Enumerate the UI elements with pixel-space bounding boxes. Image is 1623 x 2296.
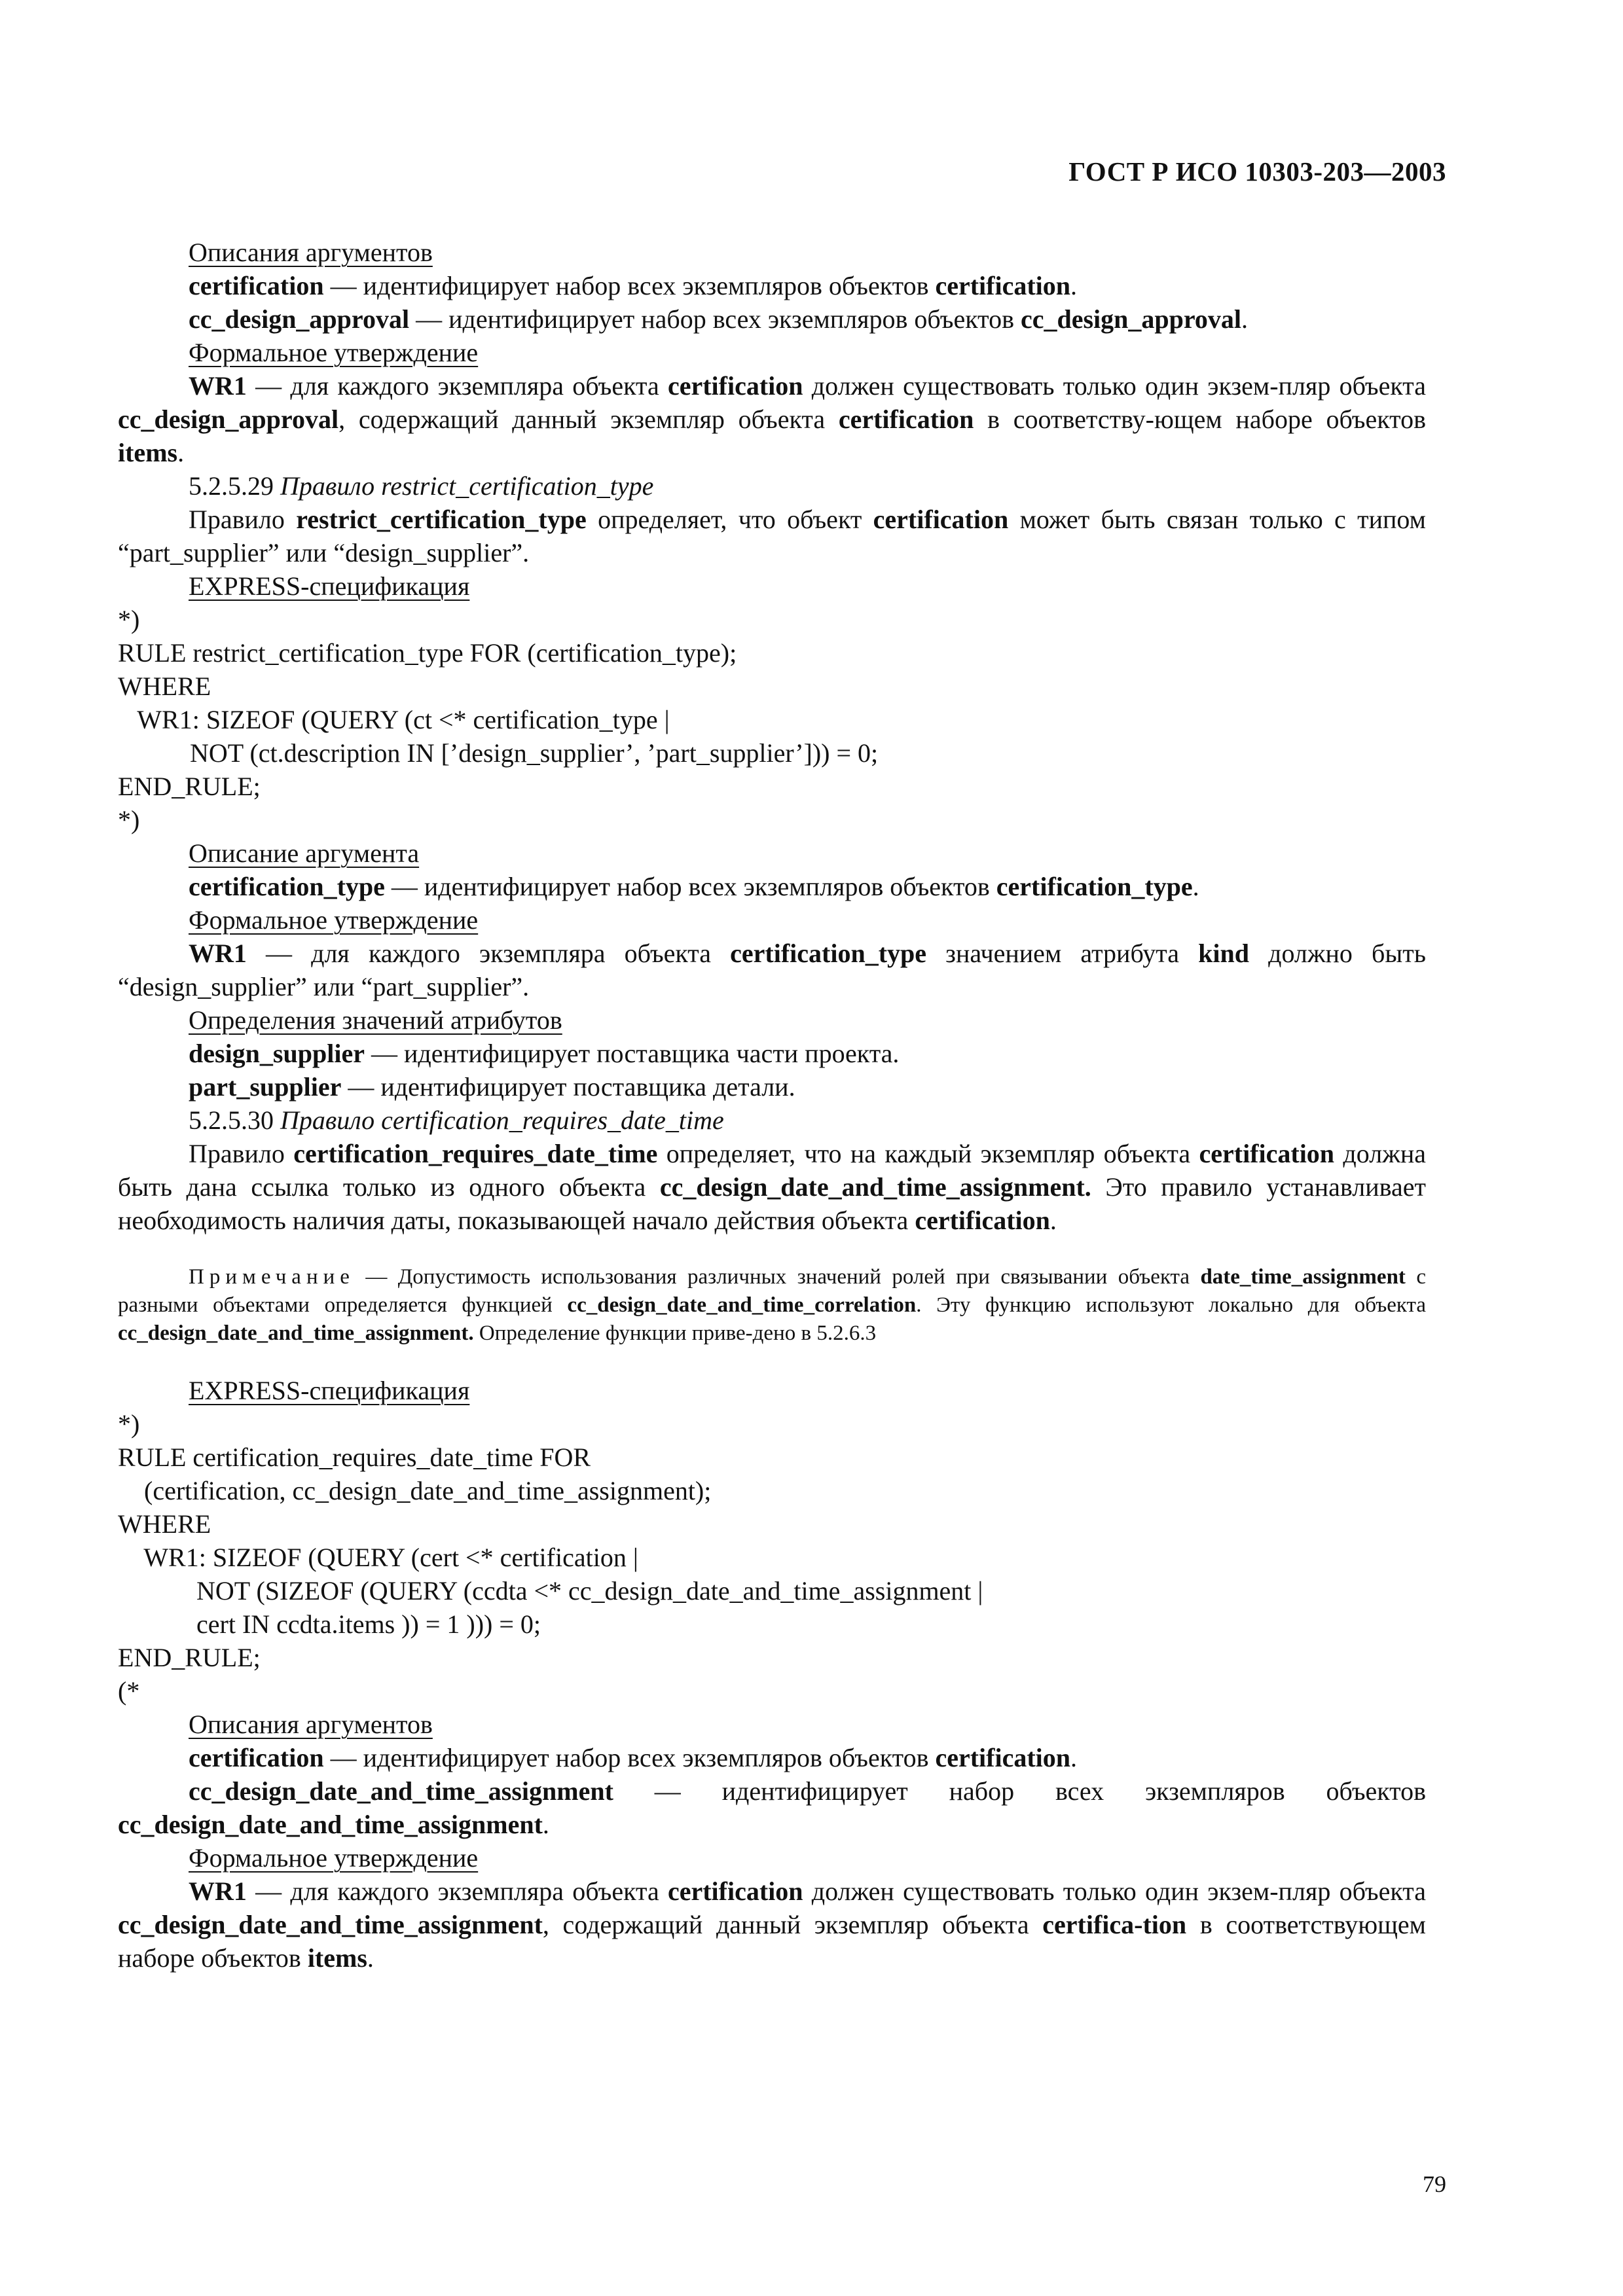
express-code-block xyxy=(118,603,1426,836)
code-line: END_RULE; xyxy=(118,772,261,801)
argument-description: certification — идентифицирует набор всех экземпляров объектов certification. xyxy=(189,271,1078,300)
section-heading: 5.2.5.30 Правило certification_requires_date_time xyxy=(189,1105,724,1135)
code-line: WR1: SIZEOF (QUERY (cert <* certification | xyxy=(118,1543,638,1572)
section-heading: 5.2.5.29 Правило restrict_certification_type xyxy=(189,471,654,501)
code-line: END_RULE; xyxy=(118,1643,261,1672)
code-line: WR1: SIZEOF (QUERY (ct <* certification_type | xyxy=(118,705,670,734)
code-line: WHERE xyxy=(118,672,211,701)
note-label: Примечание xyxy=(189,1265,355,1289)
argument-description: cc_design_date_and_time_assignment — идентифицирует набор всех экземпляров объектов cc_design_date_and_time_assignment. xyxy=(118,1776,1426,1839)
code-line: RULE restrict_certification_type FOR (certification_type); xyxy=(118,638,737,668)
code-line: NOT (ct.description IN [’design_supplier’, ’part_supplier’])) = 0; xyxy=(118,738,879,768)
argument-description: cc_design_approval — идентифицирует набор всех экземпляров объектов cc_design_approval. xyxy=(189,304,1249,334)
subsection-heading: Описание аргумента xyxy=(189,838,420,868)
subsection-heading: Формальное утверждение xyxy=(189,1843,479,1873)
page-header: ГОСТ Р ИСО 10303-203—2003 xyxy=(1068,156,1446,187)
code-line: cert IN ccdta.items )) = 1 ))) = 0; xyxy=(118,1609,541,1639)
code-line: (* xyxy=(118,1676,140,1706)
express-code-block xyxy=(118,1407,1426,1708)
code-line: NOT (SIZEOF (QUERY (ccdta <* cc_design_date_and_time_assignment | xyxy=(118,1576,983,1605)
subsection-heading: EXPRESS-спецификация xyxy=(189,1376,470,1405)
attribute-definition: part_supplier — идентифицирует поставщика детали. xyxy=(189,1072,795,1102)
subsection-heading: Формальное утверждение xyxy=(189,905,479,935)
subsection-heading: Описания аргументов xyxy=(189,1710,433,1739)
page-number: 79 xyxy=(1423,2171,1446,2197)
paragraph: Правило restrict_certification_type определяет, что объект certification может быть связан только с типом “part_supplier” или “design_supplier”. xyxy=(118,505,1426,567)
paragraph: Правило certification_requires_date_time определяет, что на каждый экземпляр объекта certification должна быть дана ссылка только из одного объекта cc_design_date_and_time_assignment. Это правило устанавливает необходимость наличия даты, показывающей начало действия объекта certification. xyxy=(118,1139,1426,1235)
formal-statement: WR1 — для каждого экземпляра объекта certification_type значением атрибута kind должно быть “design_supplier” или “part_supplier”. xyxy=(118,939,1426,1001)
subsection-heading: EXPRESS-спецификация xyxy=(189,571,470,601)
code-line: *) xyxy=(118,1409,140,1439)
formal-statement: WR1 — для каждого экземпляра объекта certification должен существовать только один экзем-пляр объекта cc_design_date_and_time_assignment, содержащий данный экземпляр объекта certifica-tion в соответствующем наборе объектов items. xyxy=(118,1876,1426,1973)
document-body xyxy=(118,236,1426,1975)
code-line: RULE certification_requires_date_time FOR xyxy=(118,1443,591,1472)
note: Примечание — Допустимость использования различных значений ролей при связывании объекта date_time_assignment с разными объектами определяется функцией cc_design_date_and_time_correlation. Эту функцию используют локально для объекта cc_design_date_and_time_assignment. Определение функции приве-дено в 5.2.6.3 xyxy=(118,1265,1426,1345)
formal-statement: WR1 — для каждого экземпляра объекта certification должен существовать только один экзем-пляр объекта cc_design_approval, содержащий данный экземпляр объекта certification в соответству-ющем наборе объектов items. xyxy=(118,371,1426,467)
code-line: *) xyxy=(118,805,140,834)
argument-description: certification_type — идентифицирует набор всех экземпляров объектов certification_type. xyxy=(189,872,1199,901)
code-line: *) xyxy=(118,605,140,634)
subsection-heading: Описания аргументов xyxy=(189,238,433,267)
code-line: (certification, cc_design_date_and_time_assignment); xyxy=(118,1476,712,1505)
subsection-heading: Определения значений атрибутов xyxy=(189,1005,562,1035)
code-line: WHERE xyxy=(118,1509,211,1539)
subsection-heading: Формальное утверждение xyxy=(189,338,479,367)
argument-description: certification — идентифицирует набор всех экземпляров объектов certification. xyxy=(189,1743,1078,1772)
attribute-definition: design_supplier — идентифицирует поставщика части проекта. xyxy=(189,1039,900,1068)
